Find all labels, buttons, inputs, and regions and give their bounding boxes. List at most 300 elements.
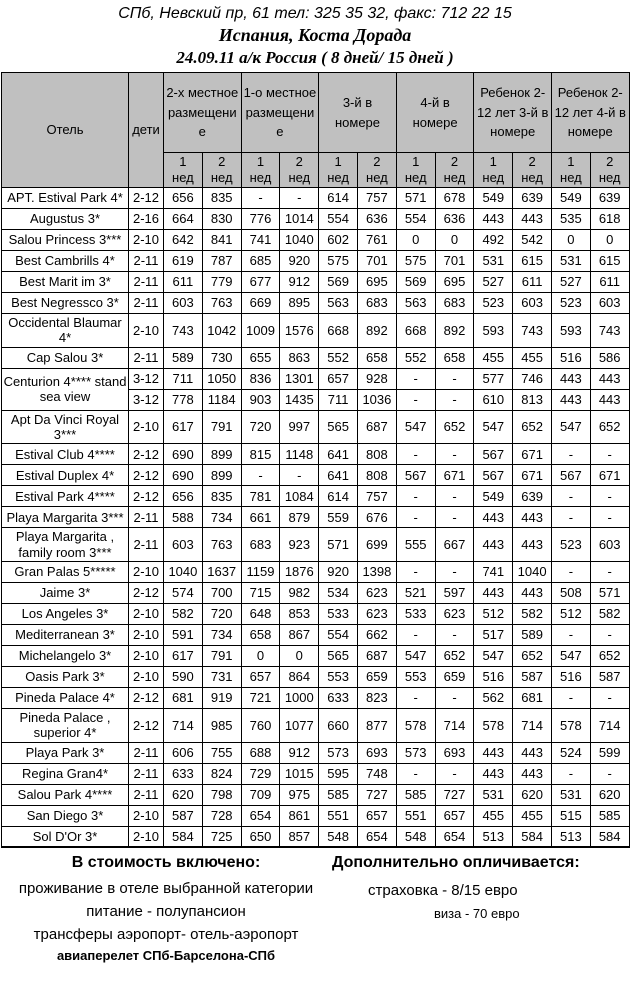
price-cell: 555 xyxy=(396,528,435,562)
price-cell: 654 xyxy=(358,826,397,847)
children-age-cell: 2-12 xyxy=(129,708,164,742)
price-cell: 727 xyxy=(358,784,397,805)
price-cell: 709 xyxy=(241,784,280,805)
price-cell: 1637 xyxy=(202,561,241,582)
price-cell: 683 xyxy=(241,528,280,562)
price-cell: - xyxy=(551,486,590,507)
price-cell: 867 xyxy=(280,624,319,645)
price-cell: - xyxy=(590,507,629,528)
price-cell: 985 xyxy=(202,708,241,742)
price-cell: 567 xyxy=(474,444,513,465)
price-cell: 699 xyxy=(358,528,397,562)
price-cell: 513 xyxy=(551,826,590,847)
price-cell: 533 xyxy=(396,603,435,624)
price-cell: 0 xyxy=(280,645,319,666)
price-cell: 515 xyxy=(551,805,590,826)
price-cell: 892 xyxy=(435,314,474,348)
price-cell: 899 xyxy=(202,465,241,486)
table-row xyxy=(2,784,630,805)
price-cell: 618 xyxy=(590,209,629,230)
price-cell: 746 xyxy=(513,368,552,389)
price-cell: - xyxy=(551,507,590,528)
price-cell: 443 xyxy=(513,528,552,562)
table-row xyxy=(2,763,630,784)
price-cell: 919 xyxy=(202,687,241,708)
price-cell: 667 xyxy=(435,528,474,562)
price-cell: 652 xyxy=(590,410,629,444)
price-cell: 535 xyxy=(551,209,590,230)
price-cell: 830 xyxy=(202,209,241,230)
col-subheader-week2: 2 нед xyxy=(202,153,241,188)
price-cell: 584 xyxy=(164,826,203,847)
price-cell: 548 xyxy=(319,826,358,847)
price-cell: 623 xyxy=(358,603,397,624)
price-cell: 603 xyxy=(590,293,629,314)
price-cell: 690 xyxy=(164,465,203,486)
price-cell: 633 xyxy=(164,763,203,784)
price-cell: 1435 xyxy=(280,389,319,410)
price-cell: - xyxy=(590,687,629,708)
price-cell: 1084 xyxy=(280,486,319,507)
table-row xyxy=(2,624,630,645)
col-group-child-fourth: Ребенок 2-12 лет 4-й в номере xyxy=(551,73,629,153)
price-cell: 660 xyxy=(319,708,358,742)
price-cell: 582 xyxy=(164,603,203,624)
price-cell: 606 xyxy=(164,742,203,763)
price-cell: 761 xyxy=(358,230,397,251)
price-cell: 681 xyxy=(164,687,203,708)
price-cell: 836 xyxy=(241,368,280,389)
price-cell: - xyxy=(241,188,280,209)
price-cell: 615 xyxy=(513,251,552,272)
price-cell: 657 xyxy=(435,805,474,826)
price-cell: 863 xyxy=(280,347,319,368)
price-cell: - xyxy=(396,486,435,507)
price-cell: 808 xyxy=(358,465,397,486)
col-subheader-week2: 2 нед xyxy=(358,153,397,188)
table-row xyxy=(2,561,630,582)
price-cell: 587 xyxy=(590,666,629,687)
price-cell: 443 xyxy=(513,742,552,763)
price-cell: 693 xyxy=(435,742,474,763)
price-cell: 760 xyxy=(241,708,280,742)
children-age-cell: 2-10 xyxy=(129,624,164,645)
hotel-name-cell: Regina Gran4* xyxy=(2,763,129,784)
children-age-cell: 2-11 xyxy=(129,742,164,763)
price-cell: 443 xyxy=(513,582,552,603)
price-cell: 585 xyxy=(590,805,629,826)
price-cell: 567 xyxy=(551,465,590,486)
price-cell: 584 xyxy=(590,826,629,847)
price-cell: 787 xyxy=(202,251,241,272)
children-age-cell: 2-10 xyxy=(129,561,164,582)
extra-cost-block xyxy=(332,853,630,963)
price-cell: 690 xyxy=(164,444,203,465)
price-cell: 524 xyxy=(551,742,590,763)
price-cell: - xyxy=(396,687,435,708)
price-cell: 443 xyxy=(513,507,552,528)
price-cell: 593 xyxy=(551,314,590,348)
price-cell: 578 xyxy=(551,708,590,742)
price-cell: 531 xyxy=(474,251,513,272)
price-cell: - xyxy=(396,763,435,784)
price-cell: 1015 xyxy=(280,763,319,784)
children-age-cell: 2-10 xyxy=(129,645,164,666)
table-row xyxy=(2,230,630,251)
children-age-cell: 3-12 xyxy=(129,389,164,410)
children-age-cell: 2-11 xyxy=(129,347,164,368)
hotel-name-cell: Gran Palas 5***** xyxy=(2,561,129,582)
price-cell: 879 xyxy=(280,507,319,528)
price-cell: 552 xyxy=(396,347,435,368)
price-cell: 687 xyxy=(358,410,397,444)
price-cell: 554 xyxy=(319,624,358,645)
hotel-name-cell: Sol D'Or 3* xyxy=(2,826,129,847)
hotel-name-cell: Best Negressco 3* xyxy=(2,293,129,314)
children-age-cell: 2-12 xyxy=(129,486,164,507)
table-row xyxy=(2,368,630,389)
children-age-cell: 2-11 xyxy=(129,528,164,562)
agency-contact-line: СПб, Невский пр, 61 тел: 325 35 32, факс: 712 22 15 xyxy=(118,5,512,22)
price-cell: 619 xyxy=(164,251,203,272)
children-age-cell: 2-12 xyxy=(129,465,164,486)
children-age-cell: 2-10 xyxy=(129,314,164,348)
hotel-name-cell: Best Marit im 3* xyxy=(2,272,129,293)
price-cell: 575 xyxy=(396,251,435,272)
col-subheader-week2: 2 нед xyxy=(590,153,629,188)
children-age-cell: 2-10 xyxy=(129,826,164,847)
price-cell: 571 xyxy=(590,582,629,603)
price-cell: - xyxy=(396,507,435,528)
hotel-name-cell: Los Angeles 3* xyxy=(2,603,129,624)
price-cell: 714 xyxy=(435,708,474,742)
price-cell: 730 xyxy=(202,347,241,368)
price-cell: 1040 xyxy=(280,230,319,251)
price-cell: 714 xyxy=(590,708,629,742)
price-cell: 778 xyxy=(164,389,203,410)
price-cell: 611 xyxy=(590,272,629,293)
price-cell: 551 xyxy=(396,805,435,826)
price-cell: 542 xyxy=(513,230,552,251)
table-row xyxy=(2,209,630,230)
col-header-children: дети xyxy=(129,73,164,188)
price-cell: 636 xyxy=(358,209,397,230)
price-cell: 639 xyxy=(513,188,552,209)
extra-cost-title: Дополнительно опличивается: xyxy=(332,854,580,872)
price-cell: 531 xyxy=(551,784,590,805)
price-cell: 513 xyxy=(474,826,513,847)
price-cell: 659 xyxy=(358,666,397,687)
col-group-third-in-room: 3-й в номере xyxy=(319,73,397,153)
price-cell: 623 xyxy=(435,603,474,624)
price-cell: 779 xyxy=(202,272,241,293)
price-cell: 731 xyxy=(202,666,241,687)
price-cell: 569 xyxy=(396,272,435,293)
price-cell: 523 xyxy=(551,293,590,314)
price-cell: 443 xyxy=(474,209,513,230)
price-cell: 455 xyxy=(513,347,552,368)
price-cell: 623 xyxy=(358,582,397,603)
price-cell: 547 xyxy=(474,645,513,666)
price-cell: 523 xyxy=(474,293,513,314)
price-cell: 585 xyxy=(319,784,358,805)
price-cell: 997 xyxy=(280,410,319,444)
price-cell: 563 xyxy=(396,293,435,314)
children-age-cell: 2-10 xyxy=(129,805,164,826)
price-cell: 671 xyxy=(513,465,552,486)
price-cell: - xyxy=(435,368,474,389)
price-cell: 755 xyxy=(202,742,241,763)
price-cell: 531 xyxy=(474,784,513,805)
extra-cost-item-insurance: страховка - 8/15 евро xyxy=(368,881,518,899)
price-cell: 688 xyxy=(241,742,280,763)
price-cell: - xyxy=(551,763,590,784)
price-cell: 582 xyxy=(590,603,629,624)
price-cell: 586 xyxy=(590,347,629,368)
price-cell: - xyxy=(396,561,435,582)
price-cell: 0 xyxy=(396,230,435,251)
price-cell: 652 xyxy=(435,410,474,444)
price-cell: 523 xyxy=(551,528,590,562)
price-cell: 757 xyxy=(358,486,397,507)
price-cell: 582 xyxy=(513,603,552,624)
price-cell: 611 xyxy=(513,272,552,293)
price-cell: 661 xyxy=(241,507,280,528)
price-cell: 824 xyxy=(202,763,241,784)
hotel-name-cell: Jaime 3* xyxy=(2,582,129,603)
price-cell: 725 xyxy=(202,826,241,847)
price-cell: 662 xyxy=(358,624,397,645)
price-cell: 857 xyxy=(280,826,319,847)
hotel-name-cell: Occidental Blaumar 4* xyxy=(2,314,129,348)
price-cell: 455 xyxy=(513,805,552,826)
price-cell: 620 xyxy=(513,784,552,805)
price-cell: 895 xyxy=(280,293,319,314)
price-cell: 1000 xyxy=(280,687,319,708)
hotel-name-cell: Augustus 3* xyxy=(2,209,129,230)
price-cell: 657 xyxy=(241,666,280,687)
price-cell: 590 xyxy=(164,666,203,687)
price-cell: 763 xyxy=(202,528,241,562)
price-cell: 559 xyxy=(319,507,358,528)
price-cell: - xyxy=(590,486,629,507)
price-cell: 642 xyxy=(164,230,203,251)
price-cell: 658 xyxy=(358,347,397,368)
table-row xyxy=(2,410,630,444)
table-row xyxy=(2,708,630,742)
table-row xyxy=(2,251,630,272)
included-item: трансферы аэропорт- отель-аэропорт xyxy=(33,925,299,943)
price-cell: 512 xyxy=(551,603,590,624)
price-cell: 571 xyxy=(319,528,358,562)
price-cell: 1148 xyxy=(280,444,319,465)
price-cell: 654 xyxy=(435,826,474,847)
footer xyxy=(0,853,630,963)
children-age-cell: 2-10 xyxy=(129,410,164,444)
price-cell: 443 xyxy=(513,763,552,784)
price-cell: - xyxy=(551,444,590,465)
price-cell: 575 xyxy=(319,251,358,272)
price-cell: 593 xyxy=(474,314,513,348)
price-cell: 975 xyxy=(280,784,319,805)
price-cell: 678 xyxy=(435,188,474,209)
price-cell: 1301 xyxy=(280,368,319,389)
hotel-name-cell: Cap Salou 3* xyxy=(2,347,129,368)
price-cell: 1040 xyxy=(513,561,552,582)
price-cell: - xyxy=(396,389,435,410)
price-cell: 547 xyxy=(551,410,590,444)
children-age-cell: 2-12 xyxy=(129,444,164,465)
price-cell: - xyxy=(590,561,629,582)
price-cell: 683 xyxy=(358,293,397,314)
price-cell: 687 xyxy=(358,645,397,666)
price-cell: 0 xyxy=(590,230,629,251)
hotel-name-cell: Estival Duplex 4* xyxy=(2,465,129,486)
price-cell: 656 xyxy=(164,486,203,507)
hotel-name-cell: Playa Margarita , family room 3*** xyxy=(2,528,129,562)
hotel-name-cell: Apt Da Vinci Royal 3*** xyxy=(2,410,129,444)
hotel-name-cell: Pineda Palace 4* xyxy=(2,687,129,708)
price-cell: 668 xyxy=(319,314,358,348)
price-cell: 571 xyxy=(396,188,435,209)
price-cell: 578 xyxy=(396,708,435,742)
price-cell: 701 xyxy=(435,251,474,272)
price-cell: 715 xyxy=(241,582,280,603)
price-cell: 554 xyxy=(319,209,358,230)
table-row xyxy=(2,486,630,507)
price-cell: 1042 xyxy=(202,314,241,348)
price-cell: 743 xyxy=(164,314,203,348)
table-row xyxy=(2,444,630,465)
price-cell: - xyxy=(551,687,590,708)
price-cell: 574 xyxy=(164,582,203,603)
price-cell: 1050 xyxy=(202,368,241,389)
hotel-name-cell: Mediterranean 3* xyxy=(2,624,129,645)
price-cell: 1159 xyxy=(241,561,280,582)
children-age-cell: 2-11 xyxy=(129,763,164,784)
table-row xyxy=(2,293,630,314)
price-cell: 835 xyxy=(202,188,241,209)
price-cell: 982 xyxy=(280,582,319,603)
price-cell: 808 xyxy=(358,444,397,465)
price-cell: 1014 xyxy=(280,209,319,230)
col-group-double-room: 2-х местное размещение xyxy=(164,73,242,153)
hotel-name-cell: Estival Club 4**** xyxy=(2,444,129,465)
price-cell: 521 xyxy=(396,582,435,603)
price-cell: 695 xyxy=(358,272,397,293)
table-row xyxy=(2,603,630,624)
price-cell: 664 xyxy=(164,209,203,230)
price-cell: 757 xyxy=(358,188,397,209)
price-cell: 648 xyxy=(241,603,280,624)
price-cell: 589 xyxy=(513,624,552,645)
price-cell: 659 xyxy=(435,666,474,687)
col-subheader-week1: 1 нед xyxy=(241,153,280,188)
price-cell: 587 xyxy=(513,666,552,687)
price-cell: 603 xyxy=(164,528,203,562)
price-cell: 527 xyxy=(551,272,590,293)
price-cell: 610 xyxy=(474,389,513,410)
price-cell: 599 xyxy=(590,742,629,763)
hotel-name-cell: APT. Estival Park 4* xyxy=(2,188,129,209)
table-row xyxy=(2,188,630,209)
children-age-cell: 2-10 xyxy=(129,230,164,251)
hotel-name-cell: San Diego 3* xyxy=(2,805,129,826)
price-cell: 443 xyxy=(474,763,513,784)
price-cell: 508 xyxy=(551,582,590,603)
price-cell: 603 xyxy=(164,293,203,314)
price-cell: 1009 xyxy=(241,314,280,348)
col-subheader-week2: 2 нед xyxy=(435,153,474,188)
price-cell: 853 xyxy=(280,603,319,624)
destination-title: Испания, Коста Дорада xyxy=(218,25,412,45)
col-group-fourth-in-room: 4-й в номере xyxy=(396,73,474,153)
price-cell: 443 xyxy=(590,389,629,410)
table-row xyxy=(2,528,630,562)
price-cell: 1036 xyxy=(358,389,397,410)
price-cell: 443 xyxy=(551,389,590,410)
included-title: В стоимость включено: xyxy=(71,854,261,872)
price-cell: 591 xyxy=(164,624,203,645)
price-cell: 554 xyxy=(396,209,435,230)
price-cell: 1576 xyxy=(280,314,319,348)
price-cell: 791 xyxy=(202,410,241,444)
price-cell: 587 xyxy=(164,805,203,826)
price-cell: 711 xyxy=(319,389,358,410)
price-cell: 569 xyxy=(319,272,358,293)
price-cell: 920 xyxy=(319,561,358,582)
price-cell: - xyxy=(241,465,280,486)
price-cell: 516 xyxy=(551,666,590,687)
price-cell: 443 xyxy=(474,582,513,603)
price-cell: 551 xyxy=(319,805,358,826)
table-row xyxy=(2,826,630,847)
price-cell: 547 xyxy=(551,645,590,666)
price-cell: 743 xyxy=(590,314,629,348)
price-cell: 683 xyxy=(435,293,474,314)
price-cell: - xyxy=(590,624,629,645)
price-cell: 614 xyxy=(319,188,358,209)
price-cell: - xyxy=(435,624,474,645)
price-table xyxy=(1,72,630,848)
price-cell: 639 xyxy=(590,188,629,209)
hotel-name-cell: Michelangelo 3* xyxy=(2,645,129,666)
price-cell: 565 xyxy=(319,645,358,666)
col-subheader-week2: 2 нед xyxy=(513,153,552,188)
price-cell: 552 xyxy=(319,347,358,368)
price-cell: 641 xyxy=(319,444,358,465)
price-cell: 563 xyxy=(319,293,358,314)
price-cell: 617 xyxy=(164,645,203,666)
children-age-cell: 2-11 xyxy=(129,272,164,293)
included-item: питание - полупансион xyxy=(86,902,246,920)
price-cell: 597 xyxy=(435,582,474,603)
price-cell: 614 xyxy=(319,486,358,507)
price-cell: 611 xyxy=(164,272,203,293)
hotel-name-cell: Estival Park 4**** xyxy=(2,486,129,507)
price-cell: 620 xyxy=(590,784,629,805)
price-cell: 602 xyxy=(319,230,358,251)
price-cell: 615 xyxy=(590,251,629,272)
price-cell: 516 xyxy=(551,347,590,368)
price-cell: 0 xyxy=(551,230,590,251)
col-subheader-week1: 1 нед xyxy=(396,153,435,188)
price-cell: 671 xyxy=(435,465,474,486)
price-cell: 657 xyxy=(358,805,397,826)
price-cell: 443 xyxy=(551,368,590,389)
price-cell: 923 xyxy=(280,528,319,562)
price-cell: 668 xyxy=(396,314,435,348)
